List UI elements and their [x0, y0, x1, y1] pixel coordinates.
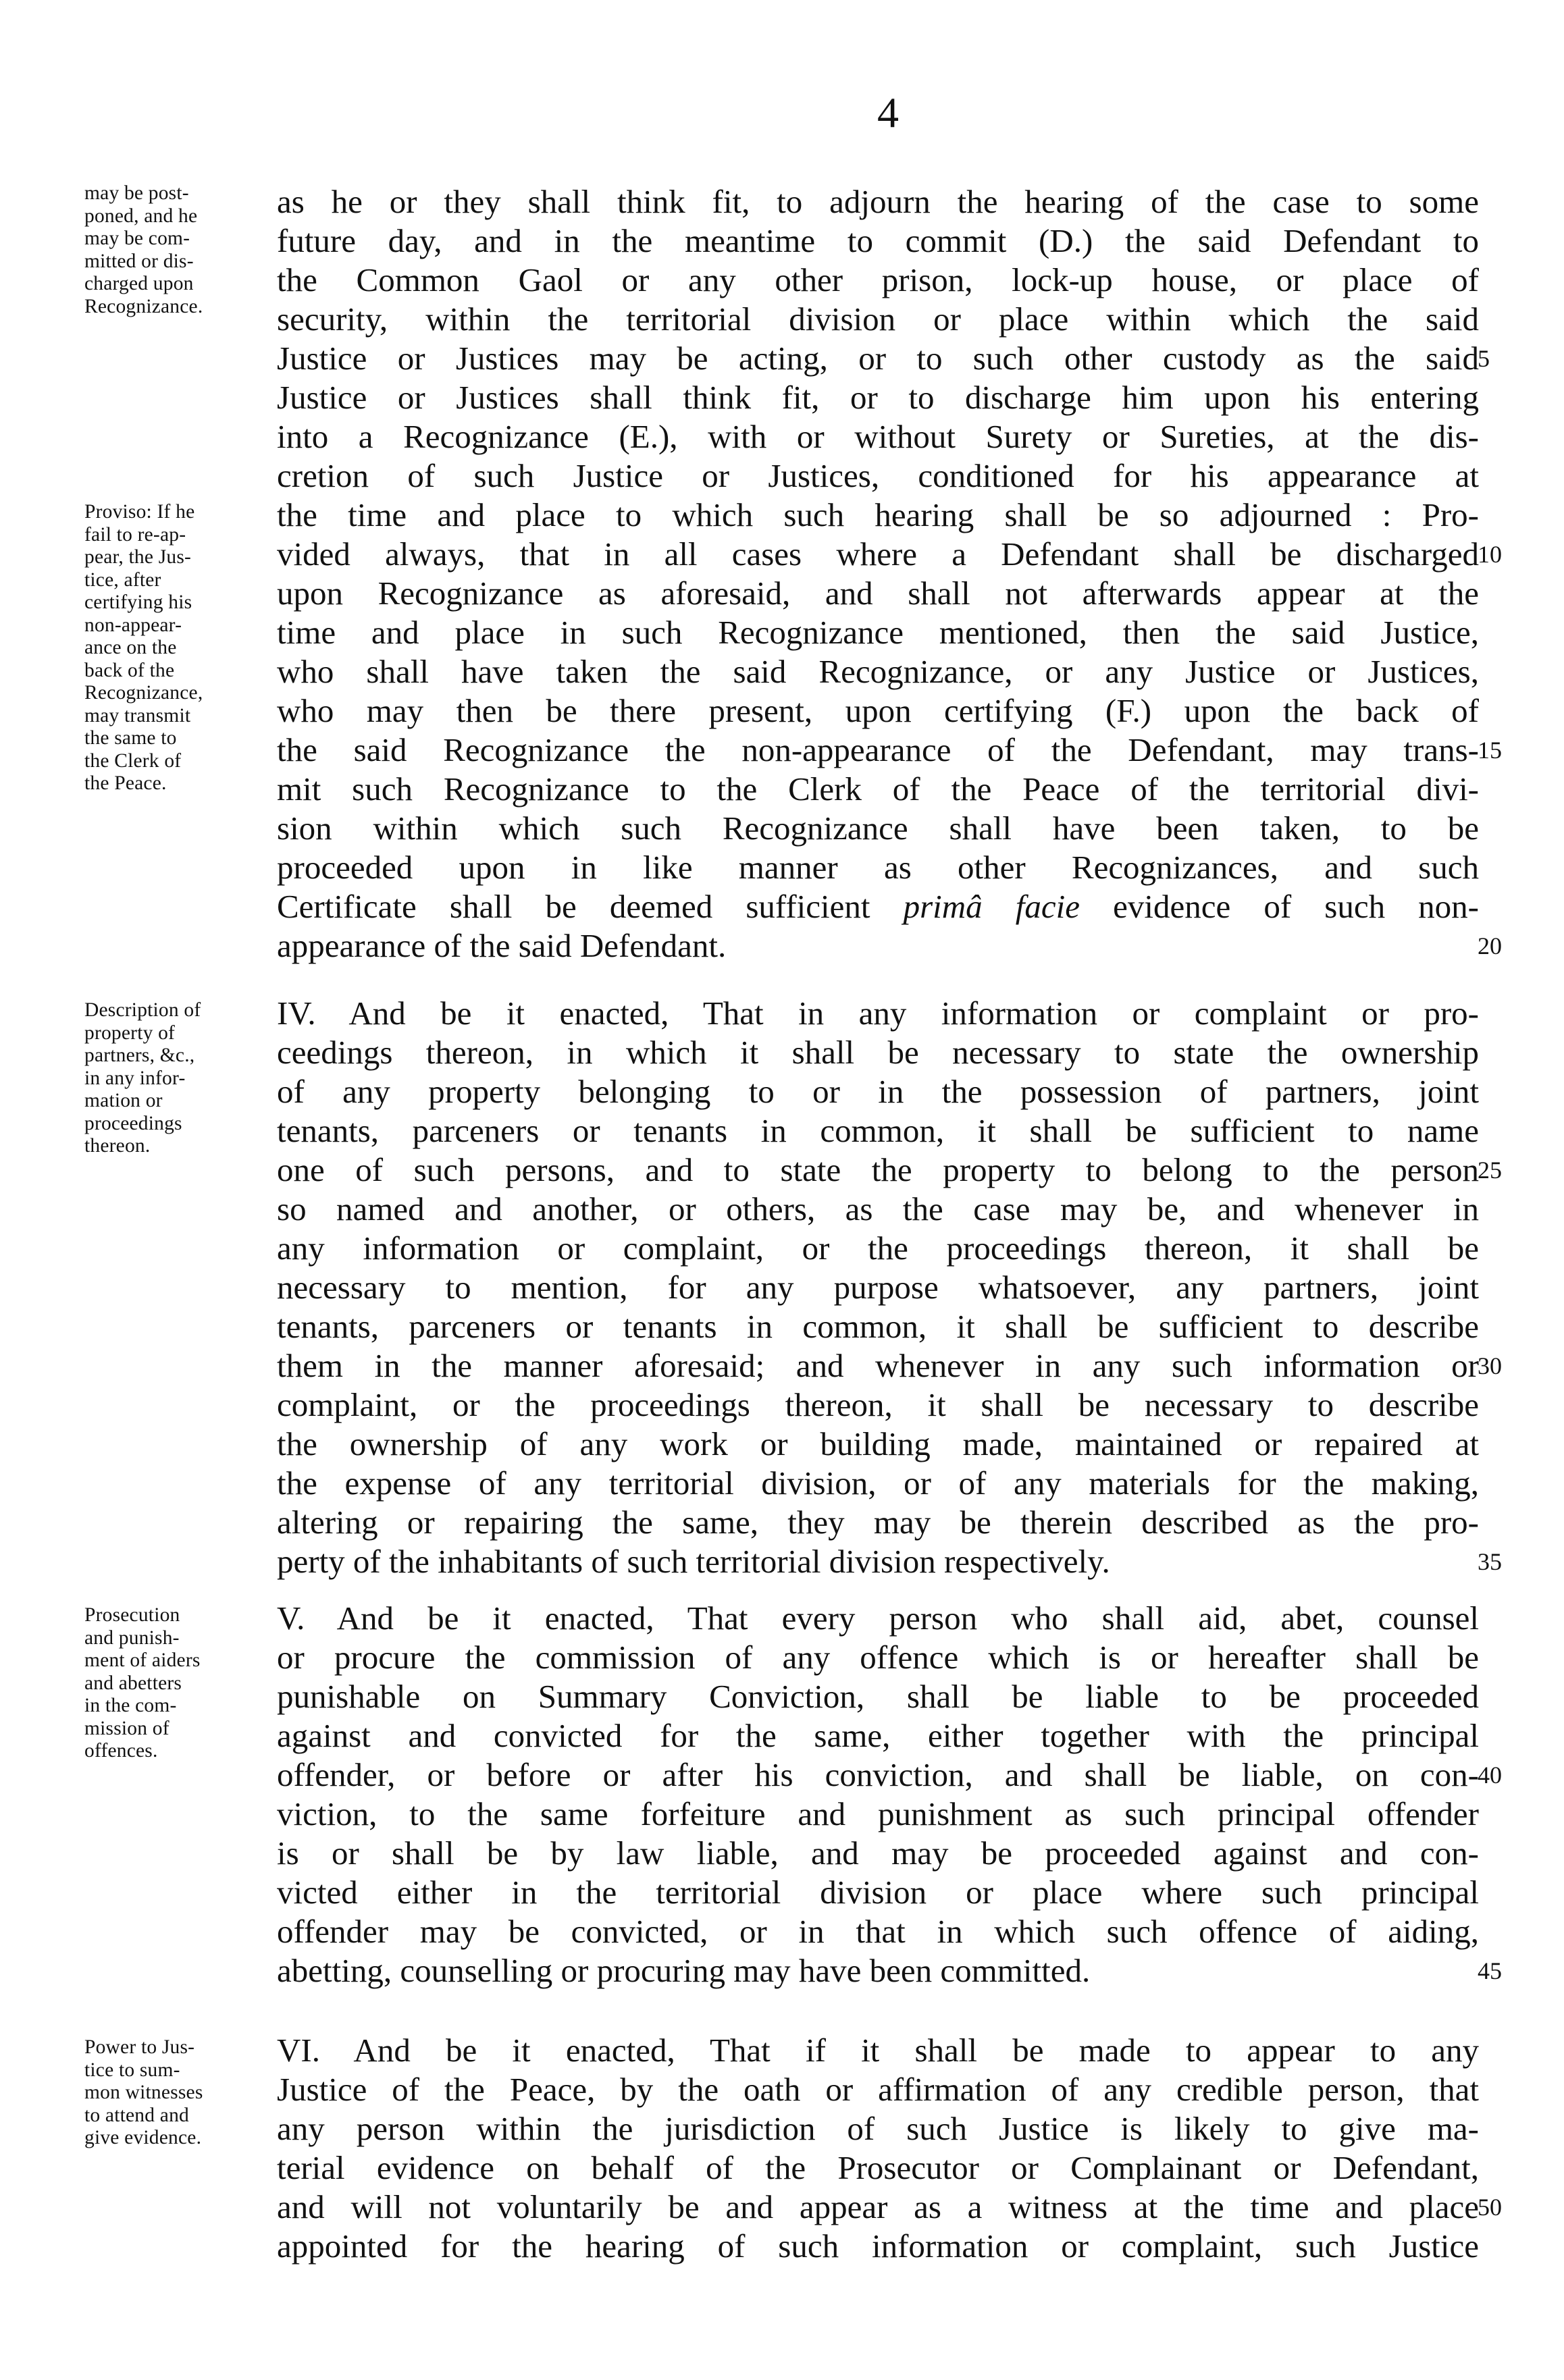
text-line: and will not voluntarily be and appear as a witness at the time and place	[277, 2188, 1479, 2225]
text-line: time and place in such Recognizance mentioned, then the said Justice,	[277, 614, 1479, 651]
text-line: of any property belonging to or in the possession of partners, joint	[277, 1073, 1479, 1110]
margin-note-line: thereon.	[84, 1135, 151, 1157]
margin-note-line: non-appear-	[84, 614, 182, 636]
text-line: viction, to the same forfeiture and punishment as such principal offender	[277, 1795, 1479, 1832]
body-paragraph-proviso	[277, 496, 1479, 966]
line-number: 50	[1478, 2194, 1502, 2221]
margin-note-line: back of the	[84, 659, 175, 681]
body-paragraph	[277, 994, 1479, 1581]
text-line: proceeded upon in like manner as other Recognizances, and such	[277, 849, 1479, 886]
margin-note-line: mitted or dis-	[84, 250, 194, 272]
margin-note-line: Recognizance,	[84, 682, 203, 704]
margin-note-line: charged upon	[84, 273, 194, 294]
text-line: Justice of the Peace, by the oath or affirmation of any credible person, that	[277, 2071, 1479, 2108]
margin-note-line: property of	[84, 1022, 176, 1044]
line-number: 15	[1478, 737, 1502, 764]
line-number: 40	[1478, 1762, 1502, 1789]
text-line: against and convicted for the same, either together with the principal	[277, 1717, 1479, 1754]
body-paragraph	[277, 2031, 1479, 2266]
text-line: upon Recognizance as aforesaid, and shall not afterwards appear at the	[277, 575, 1479, 612]
margin-note-line: Description of	[84, 999, 201, 1021]
line-number: 45	[1478, 1957, 1502, 1984]
text-line: cretion of such Justice or Justices, conditioned for his appearance at	[277, 457, 1479, 494]
text-line: into a Recognizance (E.), with or without Surety or Sureties, at the dis-	[277, 418, 1479, 455]
text-line: IV. And be it enacted, That in any information or complaint or pro-	[277, 995, 1479, 1032]
text-line: victed either in the territorial division or place where such principal	[277, 1874, 1479, 1911]
text-line: tenants, parceners or tenants in common, it shall be sufficient to describe	[277, 1308, 1479, 1345]
body-paragraph	[277, 1599, 1479, 1990]
margin-note-line: tice, after	[84, 568, 161, 591]
page-number: 4	[877, 88, 899, 136]
text-line: the said Recognizance the non-appearance of the Defendant, may trans-	[277, 731, 1479, 768]
text-line: or procure the commission of any offence which is or hereafter shall be	[277, 1639, 1479, 1676]
text-line: appointed for the hearing of such information or complaint, such Justice	[277, 2227, 1479, 2265]
line-number: 30	[1478, 1352, 1502, 1379]
margin-note-line: mon witnesses	[84, 2082, 203, 2103]
text-line: tenants, parceners or tenants in common, it shall be sufficient to name	[277, 1112, 1479, 1149]
margin-note-line: certifying his	[84, 591, 192, 613]
text-line: terial evidence on behalf of the Prosecutor or Complainant or Defendant,	[277, 2149, 1479, 2186]
text-line: any person within the jurisdiction of such Justice is likely to give ma-	[277, 2110, 1479, 2147]
margin-note-line: to attend and	[84, 2104, 189, 2126]
margin-note-line: pear, the Jus-	[84, 546, 192, 568]
text-line: who may then be there present, upon certifying (F.) upon the back of	[277, 692, 1479, 729]
text-line: sion within which such Recognizance shall have been taken, to be	[277, 810, 1479, 847]
text-line: Justice or Justices may be acting, or to such other custody as the said	[277, 340, 1479, 377]
text-line: mit such Recognizance to the Clerk of the Peace of the territorial divi-	[277, 770, 1479, 808]
margin-note-power-to-justice	[84, 2036, 287, 2150]
text-line: perty of the inhabitants of such territorial division respectively.	[277, 1543, 1110, 1580]
text-line: security, within the territorial division or place within which the said	[277, 300, 1479, 338]
text-line: ceedings thereon, in which it shall be necessary to state the ownership	[277, 1034, 1479, 1071]
margin-note-line: the same to	[84, 727, 177, 749]
text-line: future day, and in the meantime to commit (D.) the said Defendant to	[277, 222, 1479, 259]
margin-note-line: the Clerk of	[84, 749, 182, 772]
text-line: any information or complaint, or the proceedings thereon, it shall be	[277, 1229, 1479, 1267]
margin-note-line: mation or	[84, 1090, 163, 1111]
margin-note-line: mission of	[84, 1717, 170, 1739]
margin-note-prosecution	[84, 1604, 287, 1763]
text-line: offender, or before or after his conviction, and shall be liable, on con-	[277, 1756, 1479, 1793]
margin-note-line: poned, and he	[84, 205, 198, 227]
text-line: Certificate shall be deemed sufficient primâ facie evidence of such non-	[277, 888, 1480, 925]
margin-note-line: give evidence.	[84, 2127, 202, 2148]
text-line: vided always, that in all cases where a Defendant shall be discharged	[277, 535, 1479, 573]
text-line: who shall have taken the said Recognizance, or any Justice or Justices,	[277, 653, 1479, 690]
line-number: 25	[1478, 1157, 1502, 1184]
margin-note-postponed	[84, 182, 287, 318]
margin-note-line: ment of aiders	[84, 1649, 201, 1671]
margin-note-line: fail to re-ap-	[84, 523, 186, 546]
margin-note-line: partners, &c.,	[84, 1044, 195, 1066]
text-line: the time and place to which such hearing shall be so adjourned : Pro-	[277, 496, 1479, 533]
margin-note-line: ance on the	[84, 637, 177, 658]
margin-note-line: and abetters	[84, 1672, 182, 1694]
text-line: the Common Gaol or any other prison, lock-up house, or place of	[277, 261, 1479, 298]
text-line: Justice or Justices shall think fit, or to discharge him upon his entering	[277, 379, 1479, 416]
text-line: complaint, or the proceedings thereon, it shall be necessary to describe	[277, 1386, 1479, 1423]
text-line: is or shall be by law liable, and may be proceeded against and con-	[277, 1834, 1479, 1872]
margin-note-line: Recognizance.	[84, 295, 203, 317]
margin-note-line: proceedings	[84, 1112, 182, 1134]
margin-note-line: may be com-	[84, 228, 190, 249]
text-line: one of such persons, and to state the property to belong to the person	[277, 1151, 1479, 1188]
line-number: 20	[1478, 932, 1502, 959]
margin-note-line: the Peace.	[84, 772, 167, 794]
text-line: punishable on Summary Conviction, shall be liable to be proceeded	[277, 1678, 1479, 1715]
margin-note-line: offences.	[84, 1740, 158, 1762]
text-line: necessary to mention, for any purpose whatsoever, any partners, joint	[277, 1269, 1479, 1306]
text-line: VI. And be it enacted, That if it shall be made to appear to any	[277, 2032, 1479, 2069]
text-line: the ownership of any work or building made, maintained or repaired at	[277, 1425, 1479, 1462]
italic-phrase: primâ facie	[903, 888, 1080, 925]
text-line: altering or repairing the same, they may be therein described as the pro-	[277, 1504, 1479, 1541]
text-line: as he or they shall think fit, to adjourn the hearing of the case to some	[277, 183, 1479, 220]
text-line: abetting, counselling or procuring may have been committed.	[277, 1952, 1091, 1989]
margin-note-line: in the com-	[84, 1695, 177, 1716]
line-number: 10	[1478, 541, 1502, 568]
margin-note-line: may transmit	[84, 704, 191, 726]
margin-note-line: tice to sum-	[84, 2059, 180, 2081]
margin-note-proviso	[84, 501, 287, 795]
margin-note-line: Prosecution	[84, 1604, 180, 1626]
margin-note-description-of-property	[84, 999, 287, 1158]
text-line: the expense of any territorial division, or of any materials for the making,	[277, 1464, 1479, 1502]
text-line: them in the manner aforesaid; and whenever in any such information or	[277, 1347, 1479, 1384]
line-number: 35	[1478, 1548, 1502, 1575]
body-paragraph	[277, 182, 1479, 496]
text-line: offender may be convicted, or in that in which such offence of aiding,	[277, 1913, 1479, 1950]
text-line: so named and another, or others, as the case may be, and whenever in	[277, 1190, 1479, 1227]
text-line: appearance of the said Defendant.	[277, 927, 727, 964]
margin-note-line: and punish-	[84, 1627, 180, 1649]
margin-note-line: Power to Jus-	[84, 2036, 195, 2058]
text-line: V. And be it enacted, That every person who shall aid, abet, counsel	[277, 1599, 1479, 1637]
line-number: 5	[1478, 345, 1490, 372]
margin-note-line: in any infor-	[84, 1067, 186, 1089]
margin-note-line: Proviso: If he	[84, 501, 195, 523]
margin-note-line: may be post-	[84, 182, 189, 204]
